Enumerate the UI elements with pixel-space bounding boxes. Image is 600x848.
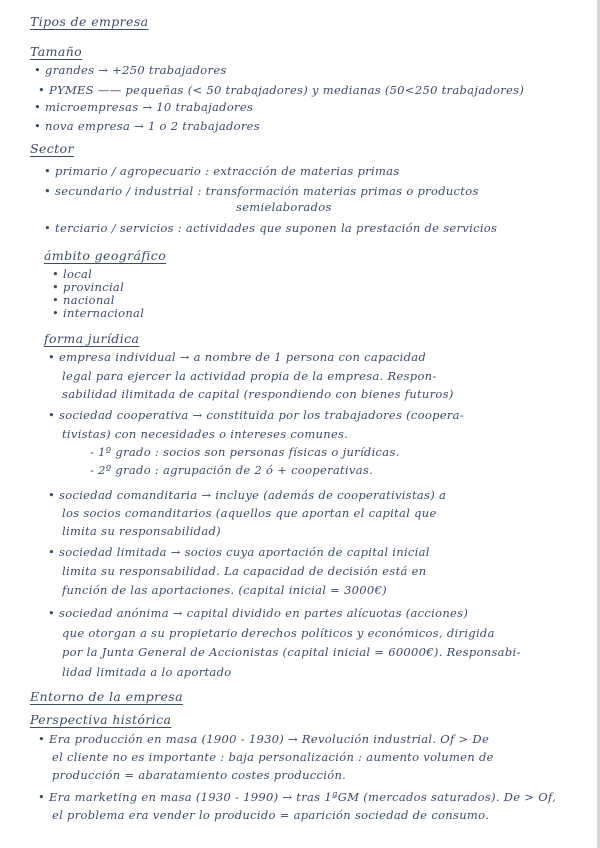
heading-tamano: Tamaño [30, 44, 83, 59]
text-line: • Era producción en masa (1900 - 1930) → Revolución industrial. Of > De [38, 732, 490, 746]
list-item: • grandes → +250 trabajadores [34, 63, 227, 77]
text-line: • empresa individual → a nombre de 1 persona con capacidad [48, 350, 427, 364]
list-item: • nacional [52, 293, 115, 307]
list-item: • secundario / industrial : transformación materias primas o productos [44, 184, 479, 198]
text-line: por la Junta General de Accionistas (capital inicial = 60000€). Responsabi- [62, 645, 521, 659]
list-item: • internacional [52, 306, 145, 320]
heading-forma-juridica: forma jurídica [44, 331, 140, 346]
list-item: • microempresas → 10 trabajadores [34, 100, 254, 114]
page-title: Tipos de empresa [30, 14, 149, 29]
list-item: semielaborados [236, 200, 332, 214]
text-line: que otorgan a su propietario derechos políticos y económicos, dirigida [62, 626, 495, 640]
heading-sector: Sector [30, 141, 74, 156]
list-item: • primario / agropecuario : extracción de materias primas [44, 164, 400, 178]
text-line: el cliente no es importante : baja personalización : aumento volumen de [52, 750, 494, 764]
list-item: • nova empresa → 1 o 2 trabajadores [34, 119, 260, 133]
text-line: tivistas) con necesidades o intereses comunes. [62, 427, 349, 441]
text-line: lidad limitada a lo aportado [62, 665, 232, 679]
text-line: - 2º grado : agrupación de 2 ó + cooperativas. [90, 463, 374, 477]
list-item: • provincial [52, 280, 125, 294]
list-item: • terciario / servicios : actividades que suponen la prestación de servicios [44, 221, 498, 235]
text-line: legal para ejercer la actividad propia de la empresa. Respon- [62, 369, 437, 383]
heading-perspectiva: Perspectiva histórica [30, 712, 172, 727]
list-item: • PYMES —— pequeñas (< 50 trabajadores) y medianas (50<250 trabajadores) [38, 83, 525, 97]
heading-entorno: Entorno de la empresa [30, 689, 183, 704]
text-line: limita su responsabilidad) [62, 524, 221, 538]
text-line: • sociedad anónima → capital dividido en partes alícuotas (acciones) [48, 606, 469, 620]
text-line: • sociedad cooperativa → constituida por los trabajadores (coopera- [48, 408, 465, 422]
text-line: producción = abaratamiento costes producción. [52, 768, 347, 782]
list-item: • local [52, 267, 93, 281]
heading-ambito: ámbito geográfico [44, 248, 167, 263]
text-line: los socios comanditarios (aquellos que aportan el capital que [62, 506, 437, 520]
text-line: - 1º grado : socios son personas físicas o jurídicas. [90, 445, 400, 459]
text-line: • sociedad comanditaria → incluye (además de cooperativistas) a [48, 488, 447, 502]
text-line: sabilidad ilimitada de capital (respondiendo con bienes futuros) [62, 387, 454, 401]
text-line: el problema era vender lo producido = aparición sociedad de consumo. [52, 808, 490, 822]
text-line: limita su responsabilidad. La capacidad de decisión está en [62, 564, 427, 578]
text-line: • Era marketing en masa (1930 - 1990) → tras 1ªGM (mercados saturados). De > Of, [38, 790, 557, 804]
text-line: función de las aportaciones. (capital inicial = 3000€) [62, 583, 387, 597]
text-line: • sociedad limitada → socios cuya aportación de capital inicial [48, 545, 430, 559]
